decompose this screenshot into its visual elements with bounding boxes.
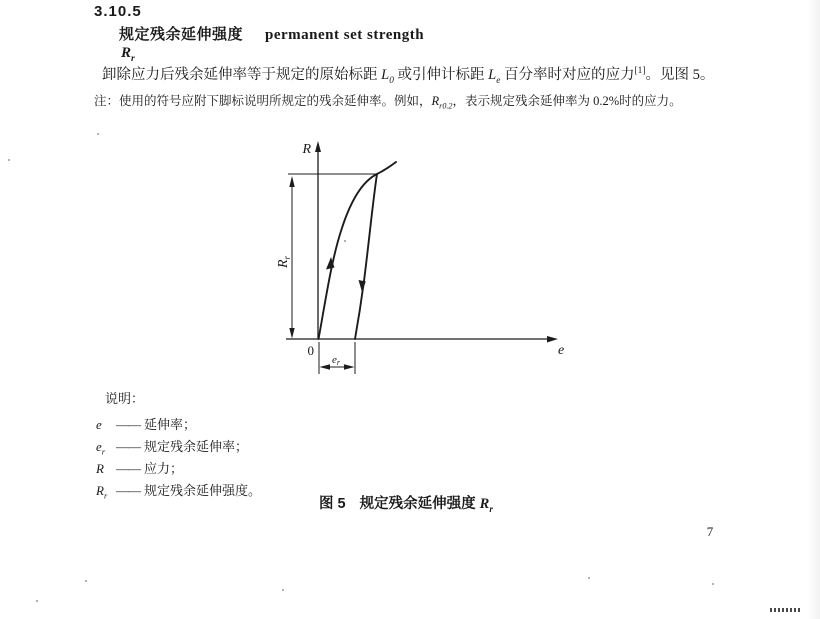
figure-legend	[96, 388, 261, 502]
page-number: 7	[706, 524, 714, 539]
note-run: 使用的符号应附下脚标说明所规定的残余延伸率。例如，	[119, 94, 432, 108]
definition-paragraph	[102, 63, 762, 84]
legend-text: 延伸率；	[144, 417, 197, 432]
loading-curve	[319, 162, 397, 339]
legend-dash: ——	[116, 439, 140, 454]
x-axis-arrow-icon	[547, 336, 558, 343]
legend-dash: ——	[116, 417, 140, 432]
y-axis-label: R	[302, 142, 311, 157]
y-axis-arrow-icon	[315, 141, 321, 152]
note-label: 注：	[94, 94, 120, 108]
legend-item	[96, 480, 261, 502]
rr-dimension-label: $R_r$	[276, 255, 292, 268]
legend-text: 规定残余延伸率；	[144, 439, 249, 454]
legend-dash: ——	[116, 483, 140, 498]
scan-speck	[8, 159, 10, 161]
legend-item	[96, 414, 261, 436]
legend-item	[96, 458, 261, 480]
scan-edge-shadow	[807, 0, 820, 619]
symbol-Rr02: $R_{r0.2}$	[431, 94, 453, 111]
x-axis-label: e	[558, 343, 565, 358]
scan-speck	[36, 600, 38, 602]
scan-speck	[712, 583, 714, 585]
symbol-Le: $L_e$	[488, 67, 501, 86]
figure-5-stress-strain-diagram	[260, 135, 590, 390]
legend-text: 应力；	[144, 461, 184, 476]
term-english: permanent set strength	[265, 27, 425, 43]
legend-symbol: $e_r$	[96, 439, 106, 457]
legend-symbol: e	[96, 417, 102, 432]
legend-title: 说明：	[105, 391, 145, 406]
legend-text: 规定残余延伸强度。	[144, 483, 262, 498]
term-chinese: 规定残余延伸强度	[119, 26, 244, 43]
footnote-reference: [1]	[634, 66, 646, 77]
er-dimension-label: er	[332, 354, 341, 367]
er-dim-arrow-left-icon	[320, 364, 331, 369]
caption-text: 规定残余延伸强度	[359, 496, 480, 512]
caption-symbol: $R_r$	[479, 496, 493, 515]
symbol-L0: $L_0$	[381, 67, 394, 86]
scan-artifact	[770, 608, 802, 612]
caption-number: 图 5	[319, 496, 346, 512]
scan-speck	[97, 133, 99, 135]
term-symbol-base: R	[121, 45, 132, 61]
definition-run: 卸除应力后残余延伸率等于规定的原始标距	[102, 67, 382, 83]
origin-label: 0	[307, 343, 314, 358]
section-number: 3.10.5	[94, 3, 142, 20]
note-run: ，表示规定残余延伸率为 0.2%时的应力。	[452, 94, 682, 108]
er-dim-arrow-right-icon	[344, 364, 355, 369]
figure-caption	[256, 492, 556, 513]
rr-dim-arrow-up-icon	[289, 176, 294, 187]
unloading-direction-arrow-icon	[359, 280, 366, 292]
scan-speck	[282, 589, 284, 591]
rr-dim-arrow-down-icon	[289, 328, 294, 339]
scan-speck	[344, 240, 346, 242]
legend-symbol: R	[96, 461, 104, 476]
term-symbol-sub: r	[131, 53, 135, 64]
definition-run: 或引伸计标距	[393, 67, 489, 83]
note-line	[94, 91, 682, 109]
definition-run: 。见图 5。	[645, 67, 715, 83]
unloading-line	[355, 174, 377, 339]
scan-speck	[588, 577, 590, 579]
term-heading	[119, 23, 424, 44]
scan-speck	[85, 580, 87, 582]
legend-dash: ——	[116, 461, 140, 476]
term-symbol	[121, 45, 135, 62]
legend-item	[96, 436, 261, 458]
legend-symbol: $R_r$	[96, 483, 108, 501]
definition-run: 百分率时对应的应力	[500, 67, 635, 83]
